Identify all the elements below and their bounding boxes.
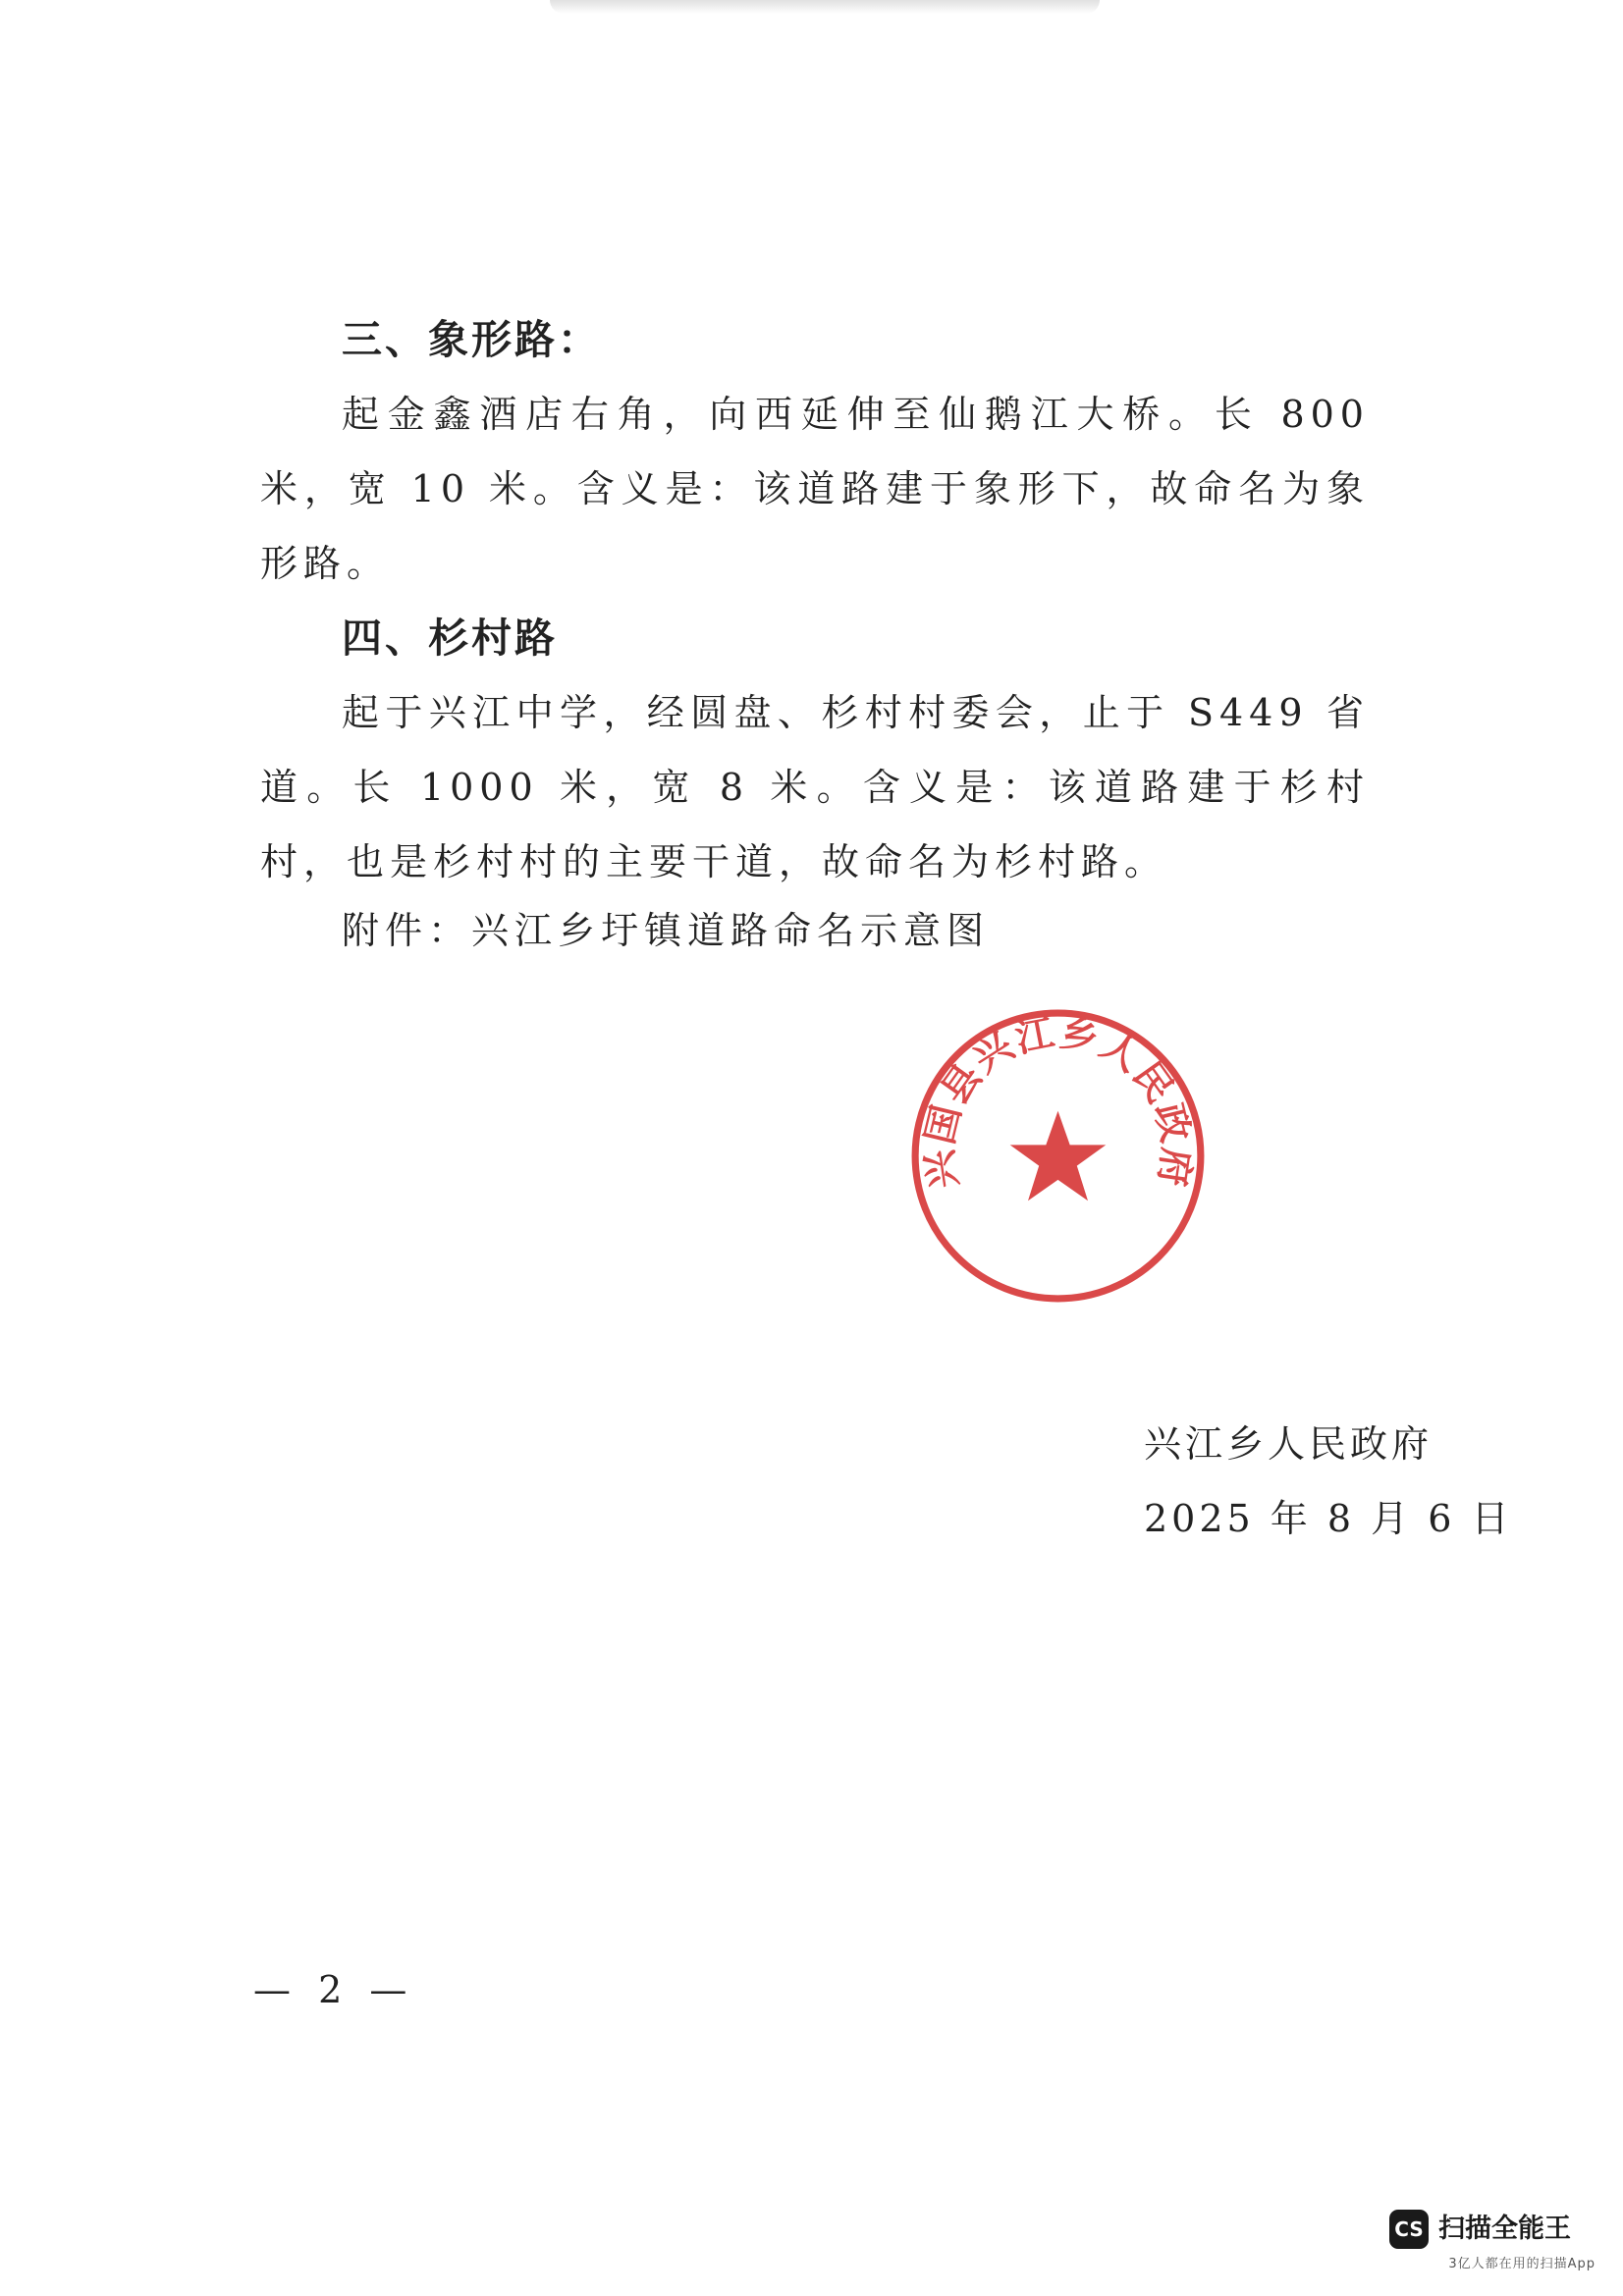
official-seal-icon (908, 1006, 1208, 1306)
section-heading-shancun-road: 四、杉村路 (342, 614, 558, 662)
page-number: — 2 — (253, 1968, 415, 2011)
signature-block (1144, 1407, 1512, 1556)
scanner-watermark (1389, 2210, 1596, 2270)
section-body-shancun-road: 起于兴江中学，经圆盘、杉村村委会，止于 S449 省道。长 1000 米，宽 8 米。含义是：该道路建于杉村村，也是杉村村的主要干道，故命名为杉村路。 (260, 691, 1370, 883)
section-body-xiangxing-road: 起金鑫酒店右角，向西延伸至仙鹅江大桥。长 800 米，宽 10 米。含义是：该道路建于象形下，故命名为象形路。 (260, 393, 1370, 585)
watermark-app-name: 扫描全能王 (1438, 2214, 1571, 2244)
seal-star-icon (1010, 1111, 1107, 1201)
seal-text: 兴国县兴江乡人民政府 (917, 1010, 1199, 1192)
camscanner-logo-icon: CS (1389, 2210, 1429, 2249)
signature-organization: 兴江乡人民政府 (1144, 1422, 1434, 1466)
scan-edge-shadow (550, 0, 1100, 14)
section-heading-xiangxing-road: 三、象形路： (342, 316, 601, 363)
attachment-line: 附件：兴江乡圩镇道路命名示意图 (342, 909, 991, 952)
watermark-tagline: 3亿人都在用的扫描App (1448, 2257, 1596, 2271)
signature-date: 2025 年 8 月 6 日 (1144, 1497, 1513, 1540)
